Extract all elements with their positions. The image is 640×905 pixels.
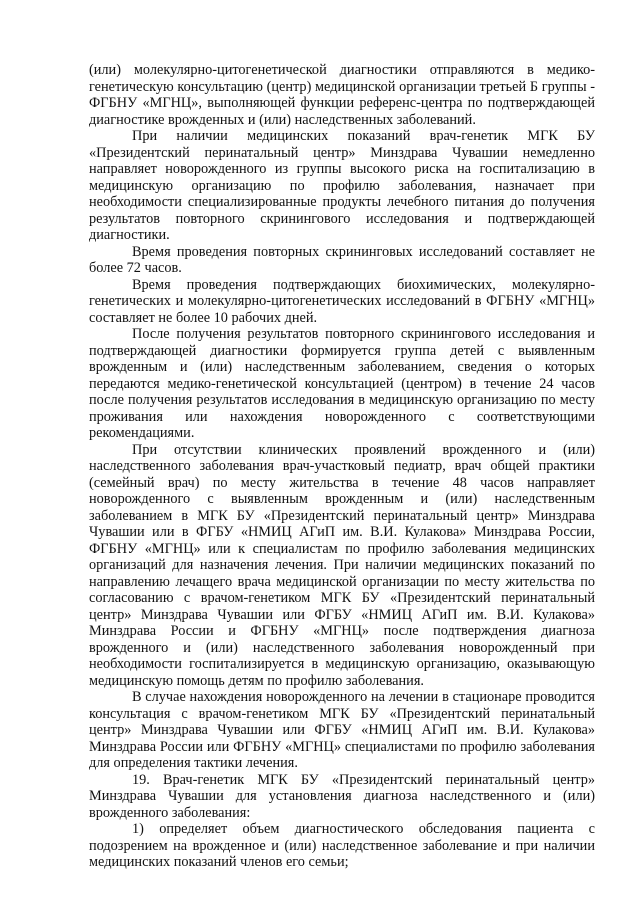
paragraph-hospitalization: При наличии медицинских показаний врач-генетик МГК БУ «Президентский перинатальный центр» Минздрава Чувашии немедленно направляет новорожденного из группы высокого риска на госпитализацию в медицинскую организацию по профилю заболевания, назначает при необходимости специализированные продукты лечебного питания до получения результатов повторного скринингового исследования и подтверждающей диагностики.: [89, 128, 595, 243]
paragraph-subitem-1: 1) определяет объем диагностического обследования пациента с подозрением на врожденное и (или) наследственное заболевание и при наличии медицинских показаний членов его семьи;: [89, 821, 595, 870]
paragraph-continuation: (или) молекулярно-цитогенетической диагностики отправляются в медико-генетическую консультацию (центр) медицинской организации третьей Б группы - ФГБНУ «МГНЦ», выполняющей функции референс-центра по подтверждающей диагностике врожденных и (или) наследственных заболеваний.: [89, 62, 595, 128]
paragraph-item-19: 19. Врач-генетик МГК БУ «Президентский перинатальный центр» Минздрава Чувашии для установления диагноза наследственного и (или) врожденного заболевания:: [89, 771, 595, 821]
paragraph-no-clinical-signs: При отсутствии клинических проявлений врожденного и (или) наследственного заболевания врач-участковый педиатр, врач общей практики (семейный врач) по месту жительства в течение 48 часов направляет новорожденного с выявленным врожденным и (или) наследственным заболеванием в МГК БУ «Президентский перинатальный центр» Минздрава Чувашии или в ФГБУ «НМИЦ АГиП им. В.И. Кулакова» Минздрава России, ФГБНУ «МГНЦ» или к специалистам по профилю заболевания медицинских организаций для назначения лечения. При наличии медицинских показаний по направлению лечащего врача медицинской организации по месту жительства по согласованию с врачом-генетиком МГК БУ «Президентский перинатальный центр» Минздрава Чувашии или ФГБУ «НМИЦ АГиП им. В.И. Кулакова» Минздрава России и ФГБНУ «МГНЦ» после подтверждения диагноза врожденного и (или) наследственного заболевания новорожденный при необходимости госпитализируется в медицинскую организацию, оказывающую медицинскую помощь детям по профилю заболевания.: [89, 441, 595, 689]
document-page: [89, 62, 595, 871]
paragraph-confirmatory-time: Время проведения подтверждающих биохимических, молекулярно-генетических и молекулярно-цитогенетических исследований в ФГБНУ «МГНЦ» составляет не более 10 рабочих дней.: [89, 276, 595, 326]
paragraph-repeat-screening-time: Время проведения повторных скрининговых исследований составляет не более 72 часов.: [89, 243, 595, 276]
paragraph-inpatient-consultation: В случае нахождения новорожденного на лечении в стационаре проводится консультация с врачом-генетиком МГК БУ «Президентский перинатальный центр» Минздрава Чувашии или ФГБУ «НМИЦ АГиП им. В.И. Кулакова» Минздрава России или ФГБНУ «МГНЦ» специалистами по профилю заболевания для определения тактики лечения.: [89, 689, 595, 771]
paragraph-group-formation: После получения результатов повторного скринингового исследования и подтверждающей диагностики формируется группа детей с выявленным врожденным и (или) наследственным заболеванием, сведения о которых передаются медико-генетической консультацией (центром) в течение 24 часов после получения результатов исследования в медицинскую организацию по месту проживания или нахождения новорожденного с соответствующими рекомендациями.: [89, 326, 595, 441]
